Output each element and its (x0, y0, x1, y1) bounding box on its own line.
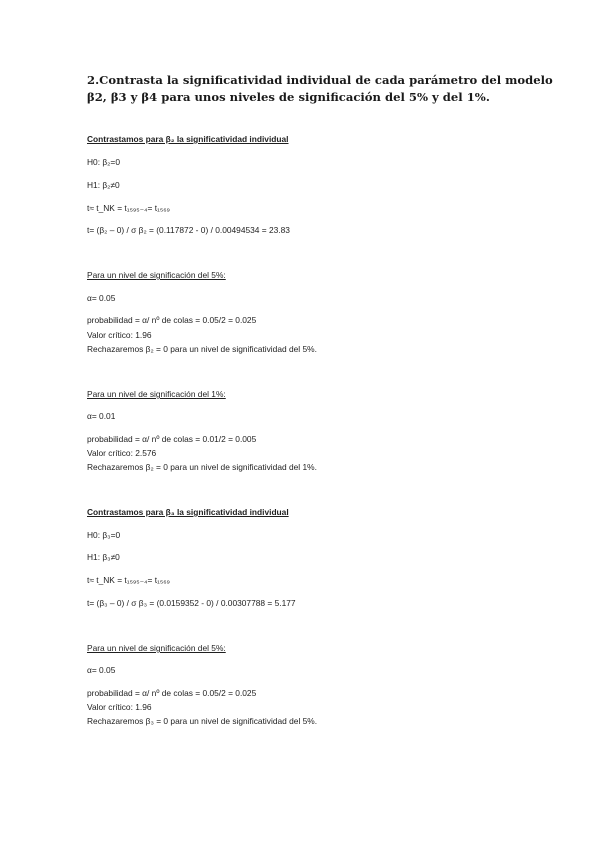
t-statistic: t= (β₂ – 0) / σ β₂ = (0.117872 - 0) / 0.00494534 = 23.83 (87, 225, 290, 235)
alpha-value: α= 0.01 (87, 411, 116, 421)
probability-line: probabilidad = α/ nº de colas = 0.05/2 = 0.025 (87, 315, 257, 325)
t-distribution: t≈ t_NK = t₁₅₉₅₋₄= t₁₅₆₉ (87, 203, 170, 213)
critical-value: Valor crítico: 1.96 (87, 330, 152, 340)
conclusion: Rechazaremos β₂ = 0 para un nivel de significatividad del 5%. (87, 344, 317, 354)
question-title: 2.Contrasta la significatividad individual de cada parámetro del modelo β2, β3 y β4 para unos niveles de significación del 5% y del 1%. (87, 73, 553, 104)
alt-hypothesis: H1: β₃≠0 (87, 552, 120, 562)
critical-value: Valor crítico: 2.576 (87, 448, 157, 458)
level-heading: Para un nivel de significación del 5%: (87, 643, 226, 653)
t-distribution: t≈ t_NK = t₁₅₉₅₋₄= t₁₅₆₉ (87, 575, 170, 585)
section-heading-beta2: Contrastamos para β₂ la significatividad individual (87, 134, 289, 144)
null-hypothesis: H0: β₂=0 (87, 157, 120, 167)
critical-value: Valor crítico: 1.96 (87, 702, 152, 712)
probability-line: probabilidad = α/ nº de colas = 0.05/2 = 0.025 (87, 688, 257, 698)
conclusion: Rechazaremos β₂ = 0 para un nivel de significatividad del 1%. (87, 462, 317, 472)
alpha-value: α= 0.05 (87, 665, 116, 675)
null-hypothesis: H0: β₃=0 (87, 530, 121, 540)
t-statistic: t= (β₃ – 0) / σ β₃ = (0.0159352 - 0) / 0.00307788 = 5.177 (87, 598, 296, 608)
level-heading: Para un nivel de significación del 5%: (87, 270, 226, 280)
probability-line: probabilidad = α/ nº de colas = 0.01/2 = 0.005 (87, 434, 257, 444)
alpha-value: α= 0.05 (87, 293, 116, 303)
alt-hypothesis: H1: β₂≠0 (87, 180, 120, 190)
conclusion: Rechazaremos β₃ = 0 para un nivel de significatividad del 5%. (87, 716, 318, 726)
section-heading-beta3: Contrastamos para β₃ la significatividad individual (87, 507, 289, 517)
level-heading: Para un nivel de significación del 1%: (87, 389, 226, 399)
